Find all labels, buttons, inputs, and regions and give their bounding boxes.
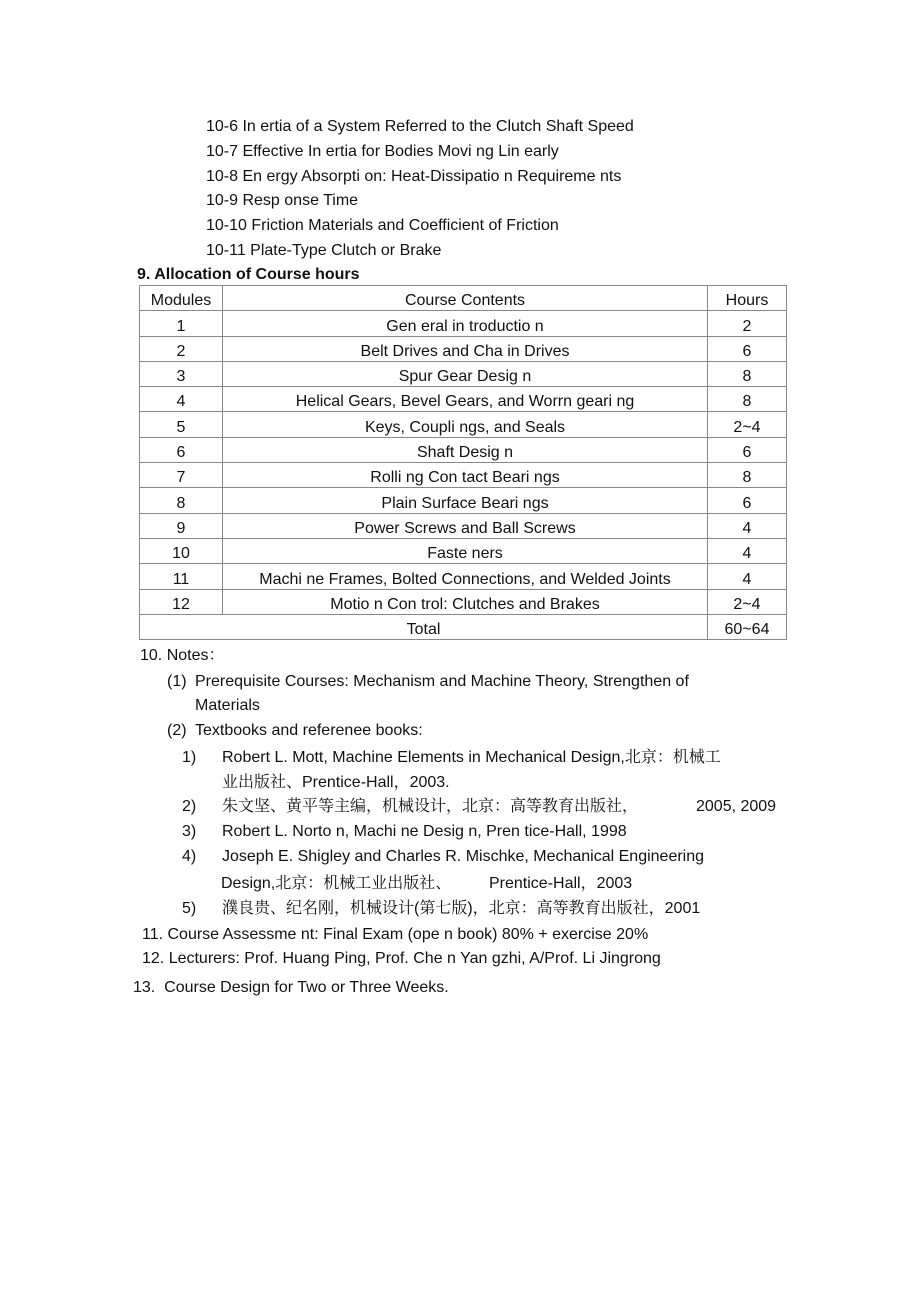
- hours-cell: 4: [708, 513, 787, 538]
- content-cell: Keys, Coupli ngs, and Seals: [223, 412, 708, 437]
- ref-number: 3): [182, 823, 197, 840]
- hours-cell: 2~4: [708, 412, 787, 437]
- module-cell: 2: [140, 336, 223, 361]
- table-row: [140, 564, 787, 589]
- content-cell: Motio n Con trol: Clutches and Brakes: [223, 589, 708, 614]
- table-row: [140, 336, 787, 361]
- module-cell: 3: [140, 361, 223, 386]
- module-cell: 10: [140, 538, 223, 563]
- hours-cell: 6: [708, 437, 787, 462]
- ref-text-years: 2005, 2009: [696, 798, 777, 815]
- course-assessment: 11. Course Assessme nt: Final Exam (ope n book) 80% + exercise 20%: [142, 926, 649, 943]
- table-row: [140, 361, 787, 386]
- total-hours: 60~64: [708, 614, 787, 639]
- table-row: [140, 437, 787, 462]
- header-modules: Modules: [140, 286, 223, 311]
- subsection-10-8: 10-8 En ergy Absorpti on: Heat-Dissipatio n Requireme nts: [206, 168, 622, 185]
- notes-heading: 10. Notes：: [140, 647, 225, 664]
- module-cell: 5: [140, 412, 223, 437]
- prereq-line-2: Materials: [195, 697, 260, 714]
- ref-number: 5): [182, 900, 197, 917]
- ref-text-line-1: Robert L. Mott, Machine Elements in Mechanical Design,北京：机械工: [222, 749, 721, 766]
- content-cell: Spur Gear Desig n: [223, 361, 708, 386]
- module-cell: 8: [140, 488, 223, 513]
- table-row: [140, 311, 787, 336]
- ref-text-line-1: 濮良贵、纪名刚，机械设计(第七版)，北京：高等教育出版社，2001: [222, 900, 701, 917]
- content-cell: Faste ners: [223, 538, 708, 563]
- hours-cell: 2: [708, 311, 787, 336]
- table-row: [140, 589, 787, 614]
- content-cell: Rolli ng Con tact Beari ngs: [223, 463, 708, 488]
- header-hours: Hours: [708, 286, 787, 311]
- subsection-10-11: 10-11 Plate-Type Clutch or Brake: [206, 242, 442, 259]
- module-cell: 12: [140, 589, 223, 614]
- table-row: [140, 463, 787, 488]
- ref-text-line-2: 业出版社、Prentice-Hall，2003.: [222, 774, 450, 791]
- module-cell: 11: [140, 564, 223, 589]
- textbooks-number: (2): [167, 722, 187, 739]
- prereq-line-1: Prerequisite Courses: Mechanism and Machine Theory, Strengthen of: [195, 673, 689, 690]
- ref-text-line-1: Joseph E. Shigley and Charles R. Mischke, Mechanical Engineering: [222, 848, 705, 865]
- hours-cell: 8: [708, 463, 787, 488]
- content-cell: Helical Gears, Bevel Gears, and Worrn geari ng: [223, 387, 708, 412]
- subsection-10-10: 10-10 Friction Materials and Coefficient of Friction: [206, 217, 559, 234]
- ref-number: 1): [182, 749, 197, 766]
- table-total-row: [140, 614, 787, 639]
- hours-cell: 8: [708, 361, 787, 386]
- table-row: [140, 387, 787, 412]
- table-row: [140, 412, 787, 437]
- module-cell: 9: [140, 513, 223, 538]
- content-cell: Machi ne Frames, Bolted Connections, and Welded Joints: [223, 564, 708, 589]
- table-row: [140, 513, 787, 538]
- course-hours-table: [139, 285, 787, 640]
- ref-number: 4): [182, 848, 197, 865]
- subsection-10-6: 10-6 In ertia of a System Referred to the Clutch Shaft Speed: [206, 118, 634, 135]
- table-header-row: [140, 286, 787, 311]
- allocation-heading: 9. Allocation of Course hours: [137, 266, 360, 283]
- ref-text-line-1: 朱文坚、黄平等主编，机械设计，北京：高等教育出版社，: [222, 798, 639, 815]
- content-cell: Plain Surface Beari ngs: [223, 488, 708, 513]
- hours-cell: 2~4: [708, 589, 787, 614]
- hours-cell: 6: [708, 488, 787, 513]
- module-cell: 4: [140, 387, 223, 412]
- module-cell: 7: [140, 463, 223, 488]
- ref-text-line-1: Robert L. Norto n, Machi ne Desig n, Pren tice-Hall, 1998: [222, 823, 627, 840]
- table-row: [140, 538, 787, 563]
- ref-text-publisher: Prentice-Hall，2003: [489, 875, 633, 892]
- ref-text-line-2: Design,北京：机械工业出版社、: [221, 875, 452, 892]
- table-row: [140, 488, 787, 513]
- content-cell: Shaft Desig n: [223, 437, 708, 462]
- lecturers: 12. Lecturers: Prof. Huang Ping, Prof. Che n Yan gzhi, A/Prof. Li Jingrong: [142, 950, 661, 967]
- total-label: Total: [140, 614, 708, 639]
- subsection-10-9: 10-9 Resp onse Time: [206, 192, 359, 209]
- subsection-10-7: 10-7 Effective In ertia for Bodies Movi ng Lin early: [206, 143, 559, 160]
- hours-cell: 4: [708, 538, 787, 563]
- hours-cell: 4: [708, 564, 787, 589]
- content-cell: Belt Drives and Cha in Drives: [223, 336, 708, 361]
- module-cell: 1: [140, 311, 223, 336]
- textbooks-label: Textbooks and referenee books:: [195, 722, 423, 739]
- header-course-contents: Course Contents: [223, 286, 708, 311]
- course-design: 13. Course Design for Two or Three Weeks.: [133, 979, 449, 996]
- hours-cell: 8: [708, 387, 787, 412]
- module-cell: 6: [140, 437, 223, 462]
- content-cell: Gen eral in troductio n: [223, 311, 708, 336]
- ref-number: 2): [182, 798, 197, 815]
- hours-cell: 6: [708, 336, 787, 361]
- content-cell: Power Screws and Ball Screws: [223, 513, 708, 538]
- prereq-number: (1): [167, 673, 187, 690]
